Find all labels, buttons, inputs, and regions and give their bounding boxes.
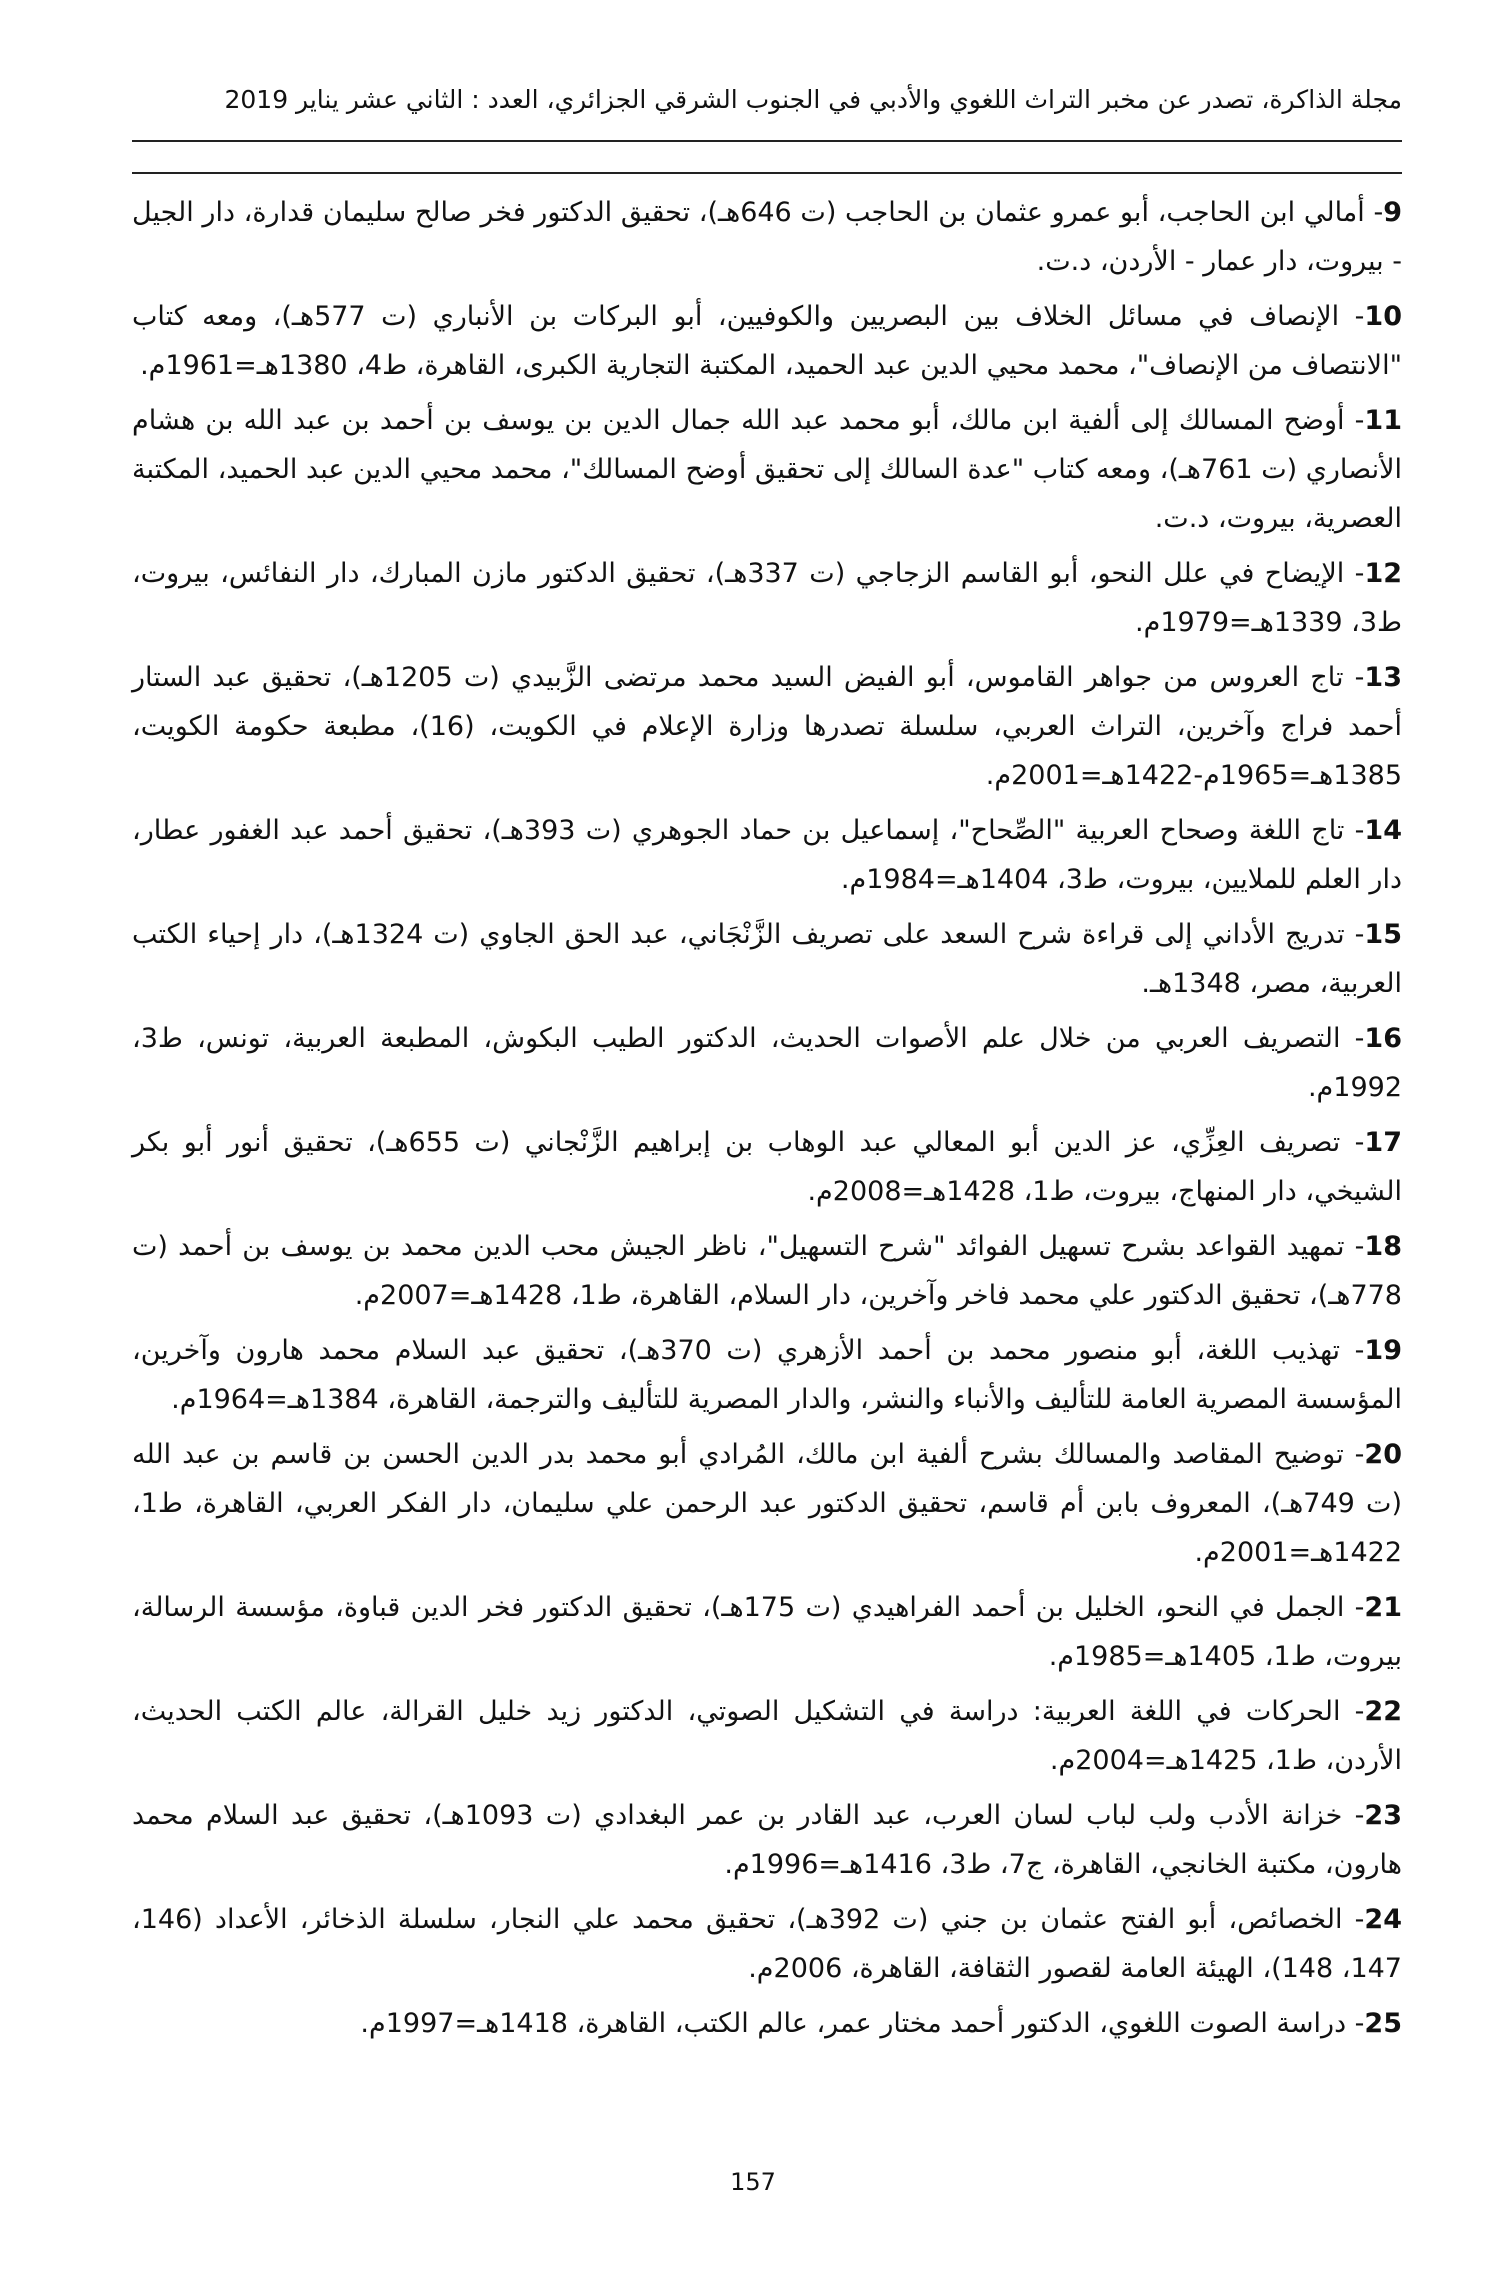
reference-entry [132,653,1402,800]
header-divider-bottom [132,172,1402,174]
reference-text: - تهذيب اللغة، أبو منصور محمد بن أحمد الأزهري (ت 370هـ)، تحقيق عبد السلام محمد هارون وآخرين، المؤسسة المصرية العامة للتأليف والأنباء والنشر، والدار المصرية للتأليف والترجمة، القاهرة، 1384هـ=1964م. [132,1335,1402,1415]
reference-entry [132,1583,1402,1681]
references-list [132,188,1402,2054]
reference-text: - تمهيد القواعد بشرح تسهيل الفوائد "شرح التسهيل"، ناظر الجيش محب الدين محمد بن يوسف بن أحمد (ت 778هـ)، تحقيق الدكتور علي محمد فاخر وآخرين، دار السلام، القاهرة، ط1، 1428هـ=2007م. [132,1231,1402,1311]
reference-text: - تاج اللغة وصحاح العربية "الصِّحاح"، إسماعيل بن حماد الجوهري (ت 393هـ)، تحقيق أحمد عبد الغفور عطار، دار العلم للملايين، بيروت، ط3، 1404هـ=1984م. [132,815,1402,895]
reference-entry [132,549,1402,647]
reference-number: 10 [1364,301,1402,332]
reference-text: - توضيح المقاصد والمسالك بشرح ألفية ابن مالك، المُرادي أبو محمد بدر الدين الحسن بن قاسم بن عبد الله (ت 749هـ)، المعروف بابن أم قاسم، تحقيق الدكتور عبد الرحمن علي سليمان، دار الفكر العربي، القاهرة، ط1، 1422هـ=2001م. [132,1439,1402,1568]
reference-number: 16 [1364,1023,1402,1054]
journal-header [132,80,1402,120]
reference-entry [132,1687,1402,1785]
reference-text: - تدريج الأداني إلى قراءة شرح السعد على تصريف الزَّنْجَاني، عبد الحق الجاوي (ت 1324هـ)، دار إحياء الكتب العربية، مصر، 1348هـ. [132,919,1402,999]
reference-number: 21 [1364,1592,1402,1623]
reference-text: - الإيضاح في علل النحو، أبو القاسم الزجاجي (ت 337هـ)، تحقيق الدكتور مازن المبارك، دار النفائس، بيروت، ط3، 1339هـ=1979م. [132,558,1402,638]
reference-entry [132,396,1402,543]
reference-entry [132,910,1402,1008]
reference-entry [132,1430,1402,1577]
reference-text: - تاج العروس من جواهر القاموس، أبو الفيض السيد محمد مرتضى الزَّبيدي (ت 1205هـ)، تحقيق عبد الستار أحمد فراج وآخرين، التراث العربي، سلسلة تصدرها وزارة الإعلام في الكويت، (16)، مطبعة حكومة الكويت، 1385هـ=1965م-1422هـ=2001م. [132,662,1402,791]
reference-text: - أوضح المسالك إلى ألفية ابن مالك، أبو محمد عبد الله جمال الدين بن يوسف بن أحمد بن عبد الله بن هشام الأنصاري (ت 761هـ)، ومعه كتاب "عدة السالك إلى تحقيق أوضح المسالك"، محمد محيي الدين عبد الحميد، المكتبة العصرية، بيروت، د.ت. [132,405,1402,534]
page-number: 157 [730,2168,776,2196]
reference-text: - الإنصاف في مسائل الخلاف بين البصريين والكوفيين، أبو البركات بن الأنباري (ت 577هـ)، ومعه كتاب "الانتصاف من الإنصاف"، محمد محيي الدين عبد الحميد، المكتبة التجارية الكبرى، القاهرة، ط4، 1380هـ=1961م. [132,301,1402,381]
reference-number: 11 [1364,405,1402,436]
reference-number: 24 [1364,1904,1402,1935]
reference-entry [132,292,1402,390]
header-divider-top [132,140,1402,142]
reference-number: 23 [1364,1800,1402,1831]
reference-entry [132,1895,1402,1993]
reference-text: - خزانة الأدب ولب لباب لسان العرب، عبد القادر بن عمر البغدادي (ت 1093هـ)، تحقيق عبد السلام محمد هارون، مكتبة الخانجي، القاهرة، ج7، ط3، 1416هـ=1996م. [132,1800,1402,1880]
reference-text: - التصريف العربي من خلال علم الأصوات الحديث، الدكتور الطيب البكوش، المطبعة العربية، تونس، ط3، 1992م. [132,1023,1402,1103]
reference-number: 25 [1364,2008,1402,2039]
reference-entry [132,1222,1402,1320]
reference-number: 15 [1364,919,1402,950]
reference-entry [132,1326,1402,1424]
reference-entry [132,1999,1402,2048]
reference-number: 19 [1364,1335,1402,1366]
reference-entry [132,1014,1402,1112]
reference-entry [132,1791,1402,1889]
reference-text: - تصريف العِزِّي، عز الدين أبو المعالي عبد الوهاب بن إبراهيم الزَّنْجاني (ت 655هـ)، تحقيق أنور أبو بكر الشيخي، دار المنهاج، بيروت، ط1، 1428هـ=2008م. [132,1127,1402,1207]
reference-number: 18 [1364,1231,1402,1262]
reference-number: 12 [1364,558,1403,589]
reference-number: 9 [1383,197,1402,228]
reference-text: - الحركات في اللغة العربية: دراسة في التشكيل الصوتي، الدكتور زيد خليل القرالة، عالم الكتب الحديث، الأردن، ط1، 1425هـ=2004م. [132,1696,1402,1776]
reference-entry [132,188,1402,286]
reference-entry [132,806,1402,904]
journal-title-line: مجلة الذاكرة، تصدر عن مخبر التراث اللغوي والأدبي في الجنوب الشرقي الجزائري، العدد : الثاني عشر يناير 2019 [224,85,1402,114]
reference-entry [132,1118,1402,1216]
reference-text: - دراسة الصوت اللغوي، الدكتور أحمد مختار عمر، عالم الكتب، القاهرة، 1418هـ=1997م. [360,2008,1365,2039]
reference-number: 17 [1364,1127,1402,1158]
reference-text: - الخصائص، أبو الفتح عثمان بن جني (ت 392هـ)، تحقيق محمد علي النجار، سلسلة الذخائر، الأعداد (146، 147، 148)، الهيئة العامة لقصور الثقافة، القاهرة، 2006م. [132,1904,1402,1984]
reference-number: 14 [1364,815,1402,846]
reference-number: 20 [1364,1439,1402,1470]
reference-text: - أمالي ابن الحاجب، أبو عمرو عثمان بن الحاجب (ت 646هـ)، تحقيق الدكتور فخر صالح سليمان قدارة، دار الجيل - بيروت، دار عمار - الأردن، د.ت. [132,197,1402,277]
reference-text: - الجمل في النحو، الخليل بن أحمد الفراهيدي (ت 175هـ)، تحقيق الدكتور فخر الدين قباوة، مؤسسة الرسالة، بيروت، ط1، 1405هـ=1985م. [132,1592,1402,1672]
reference-number: 22 [1364,1696,1402,1727]
reference-number: 13 [1364,662,1402,693]
